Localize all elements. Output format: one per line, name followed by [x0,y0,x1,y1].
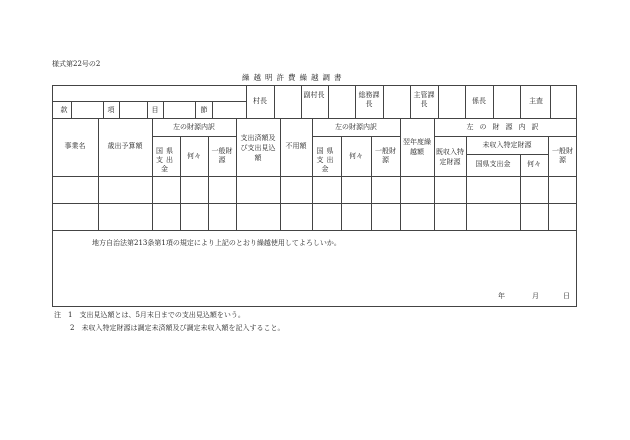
col-budget-amount: 歳出予算額 [107,142,143,150]
document-title: 繰越明許費繰越調書 [242,73,346,82]
note-1: 注 1 支出見込額とは、5月末日までの支出見込額をいう。 [54,311,245,319]
col-carryover-amount: 翌年度繰越額 [403,138,431,156]
col-left-funding-breakdown-2: 左の財源内訳 [335,123,377,131]
col-other-3: 何々 [527,160,541,168]
approval-deputy-village-head: 副村長 [303,91,325,99]
col-left-funding-breakdown-3: 左の財源内訳 [466,123,545,131]
col-other-2: 何々 [349,152,363,160]
note-2: 2 未収入特定財源は調定未済額及び調定未収入額を記入すること。 [70,324,285,332]
form-number: 様式第22号の2 [52,60,101,68]
label-setsu: 節 [200,106,208,114]
col-general-funds-1: 一般財源 [211,147,233,164]
approval-chief: 係長 [472,97,486,105]
col-existing-revenue-specific: 既収入特定財源 [436,148,464,166]
date-day-label: 日 [563,292,570,300]
date-year-label: 年 [498,292,505,300]
date-month-label: 月 [532,292,539,300]
approval-senior-staff: 主査 [529,97,543,105]
col-national-pref-3: 国県支出金 [475,160,511,168]
col-expenditure-committed: 支出済額及び支出見込額 [240,134,276,162]
label-moku: 目 [151,106,159,114]
col-general-funds-3: 一般財源 [552,147,573,164]
col-national-pref-1: 国県支出金 [156,147,176,173]
col-project-name: 事業名 [64,142,86,150]
approval-general-affairs-head: 総務課長 [358,91,380,108]
col-national-pref-2: 国県支出金 [316,147,337,173]
approval-statement: 地方自治法第213条第1項の規定により上記のとおり繰越使用してよろしいか。 [92,239,341,247]
col-other-1: 何々 [187,152,201,160]
col-general-funds-2: 一般財源 [375,147,396,164]
approval-village-head: 村長 [253,97,267,105]
col-uncollected-specific: 未収入特定財源 [482,141,532,149]
label-kou: 項 [107,106,115,114]
approval-section-head: 主管課長 [413,91,435,108]
label-kan: 款 [60,106,68,114]
col-unused-amount: 不用額 [285,142,307,150]
col-left-funding-breakdown-1: 左の財源内訳 [173,123,215,131]
